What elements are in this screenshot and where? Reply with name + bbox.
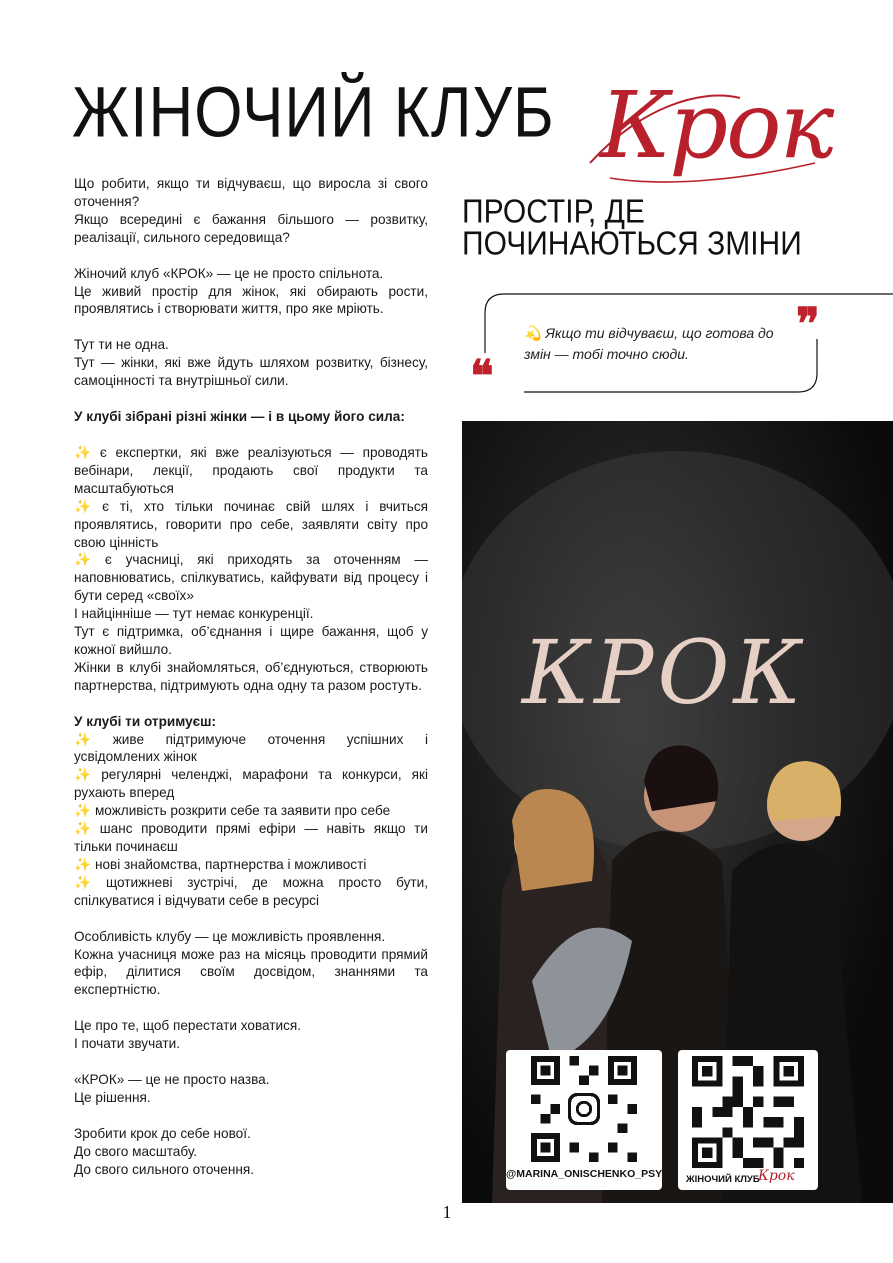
sparkles-icon: ✨ xyxy=(74,803,91,819)
benefit-item-text: можливість розкрити себе та заявити про себе xyxy=(94,803,391,819)
benefit-item xyxy=(74,766,428,802)
dizzy-star-icon: 💫 xyxy=(524,325,542,341)
hide-paragraph-1: Це про те, щоб перестати ховатися. xyxy=(74,1018,302,1034)
club-qr-card[interactable] xyxy=(678,1050,818,1190)
benefits-heading: У клубі ти отримуєш: xyxy=(74,713,217,729)
article-body xyxy=(74,175,428,1179)
photo-brand-text: КРОК xyxy=(522,621,806,724)
member-item-text: є ті, хто тільки починає свій шлях і вчиться проявлятись, говорити про себе, заявляти світу про свою цінність xyxy=(74,498,428,550)
subtitle-line-2: ПОЧИНАЮТЬСЯ ЗМІНИ xyxy=(462,225,802,262)
open-quote-icon: ❝ xyxy=(470,351,494,402)
sparkles-icon: ✨ xyxy=(74,731,109,747)
sparkles-icon: ✨ xyxy=(74,498,99,514)
benefit-item-text: щотижневі зустрічі, де можна просто бути, спілкуватися і відчувати себе в ресурсі xyxy=(74,874,428,908)
instagram-qr-code xyxy=(529,1056,639,1162)
member-item-text: є експертки, які вже реалізуються — проводять вебінари, лекції, продають свої продукти та масштабуються xyxy=(74,444,428,496)
member-item-text: є учасниці, які приходять за оточенням — наповнюватись, спілкуватись, кайфувати від процесу і бути серед «своїх» xyxy=(74,552,428,604)
benefit-item xyxy=(74,874,428,910)
member-item xyxy=(74,551,428,605)
subtitle-line-1: ПРОСТІР, ДЕ xyxy=(462,193,645,231)
sparkles-icon: ✨ xyxy=(74,444,96,460)
sparkles-icon: ✨ xyxy=(74,767,98,783)
name-paragraph-2: Це рішення. xyxy=(74,1089,151,1105)
sparkles-icon: ✨ xyxy=(74,874,102,890)
final-paragraph-3: До свого сильного оточення. xyxy=(74,1161,254,1177)
name-paragraph-1: «КРОК» — це не просто назва. xyxy=(74,1072,270,1088)
intro-paragraph-1: Що робити, якщо ти відчуваєш, що виросла зі свого оточення? xyxy=(74,176,428,209)
benefit-item-text: живе підтримуюче оточення успішних і усвідомлених жінок xyxy=(74,731,428,765)
page-title: ЖІНОЧИЙ КЛУБ xyxy=(72,73,555,153)
page-number: 1 xyxy=(442,1202,452,1222)
page-subtitle xyxy=(462,193,802,262)
member-item xyxy=(74,498,428,552)
club-qr-script: Крок xyxy=(758,1168,795,1184)
member-item xyxy=(74,444,428,498)
final-paragraph-2: До свого масштабу. xyxy=(74,1143,198,1159)
value-paragraph-1: І найцінніше — тут немає конкуренції. xyxy=(74,606,314,622)
benefit-item-text: регулярні челенджі, марафони та конкурси, які рухають вперед xyxy=(74,767,428,801)
club-qr-label[interactable]: ЖІНОЧИЙ КЛУБ xyxy=(686,1174,760,1185)
close-quote-icon: ❞ xyxy=(796,299,820,350)
alone-paragraph-2: Тут — жінки, які вже йдуть шляхом розвитку, бізнесу, самоцінності та внутрішньої сили. xyxy=(74,355,428,389)
instagram-qr-card[interactable] xyxy=(506,1050,662,1190)
feature-paragraph-1: Особливість клубу — це можливість проявлення. xyxy=(74,928,386,944)
intro-paragraph-2: Якщо всередині є бажання більшого — розвитку, реалізації, сильного середовища? xyxy=(74,211,428,245)
benefit-item xyxy=(74,856,428,874)
benefit-item-text: нові знайомства, партнерства і можливості xyxy=(94,856,367,872)
club-qr-code xyxy=(692,1056,804,1168)
brand-script-logo xyxy=(580,68,833,198)
club-photo xyxy=(462,421,893,1203)
alone-paragraph-1: Тут ти не одна. xyxy=(74,337,169,353)
benefit-item-text: шанс проводити прямі ефіри — навіть якщо ти тільки починаєш xyxy=(74,821,428,854)
benefit-item xyxy=(74,731,428,767)
quote-text-content: Якщо ти відчуваєш, що готова до змін — тобі точно сюди. xyxy=(524,325,774,362)
quote-callout xyxy=(470,293,893,402)
members-heading: У клубі зібрані різні жінки — і в цьому його сила: xyxy=(74,409,405,425)
instagram-handle[interactable]: @MARINA_ONISCHENKO_PSY xyxy=(506,1168,663,1180)
sparkles-icon: ✨ xyxy=(74,856,91,872)
value-paragraph-3: Жінки в клубі знайомляться, об’єднуються, створюють партнерства, підтримують одна одну та разом ростуть. xyxy=(74,659,428,693)
sparkles-icon: ✨ xyxy=(74,552,101,568)
final-paragraph-1: Зробити крок до себе нової. xyxy=(74,1125,251,1141)
brand-script-text: Крок xyxy=(600,72,833,179)
quote-text xyxy=(524,323,784,365)
sparkles-icon: ✨ xyxy=(74,821,96,837)
value-paragraph-2: Тут є підтримка, об’єднання і щире бажання, щоб у кожної вийшло. xyxy=(74,624,428,657)
club-paragraph-2: Це живий простір для жінок, які обирають рости, проявлятись і створювати життя, про яке мріють. xyxy=(74,283,428,317)
club-paragraph-1: Жіночий клуб «КРОК» — це не просто спільнота. xyxy=(74,265,384,281)
benefit-item xyxy=(74,820,428,856)
feature-paragraph-2: Кожна учасниця може раз на місяць проводити прямий ефір, ділитися своїм досвідом, знаннями та експертністю. xyxy=(74,946,428,998)
hide-paragraph-2: І почати звучати. xyxy=(74,1036,181,1052)
benefit-item xyxy=(74,802,428,820)
